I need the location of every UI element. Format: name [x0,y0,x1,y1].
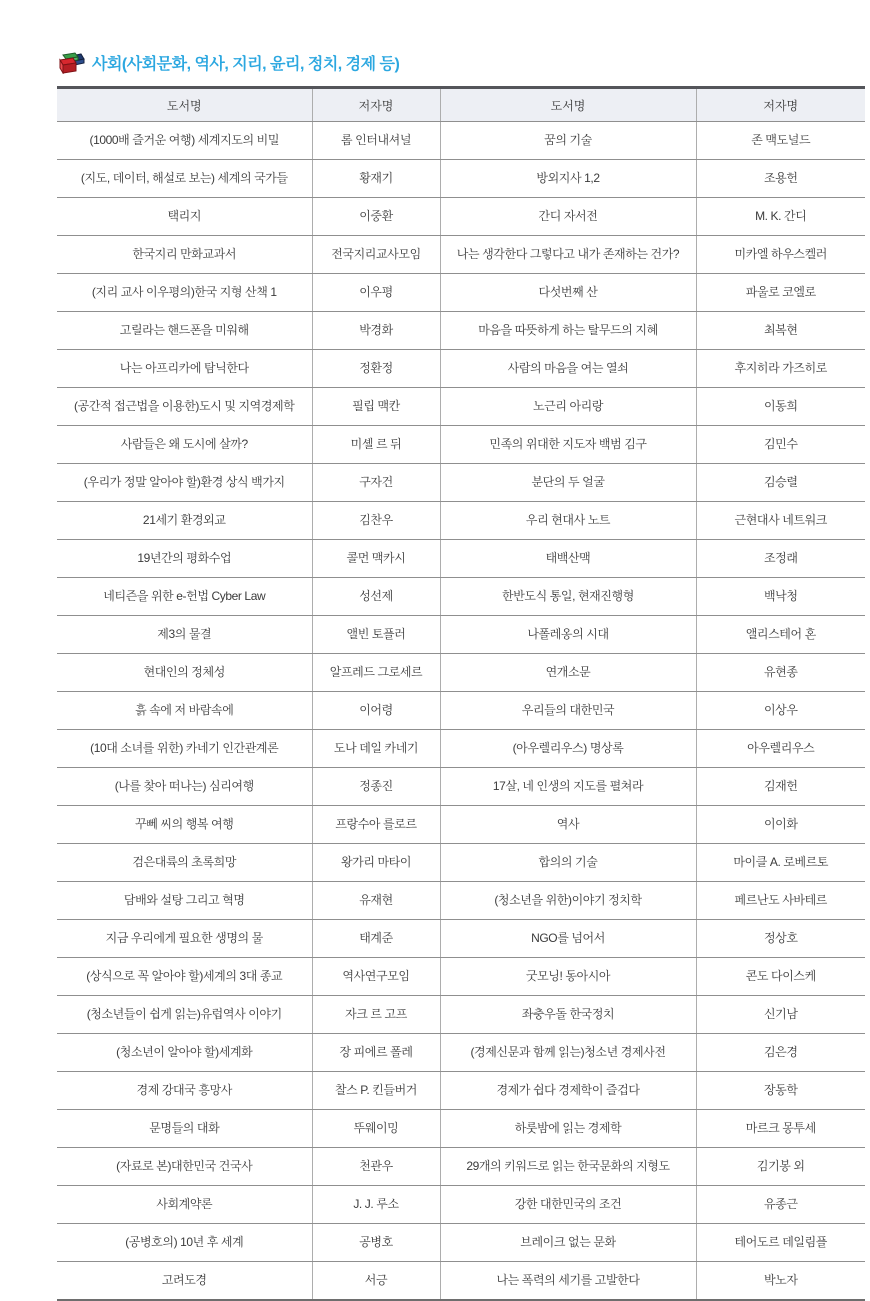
book-title-cell: 노근리 아리랑 [440,388,696,426]
table-row [57,312,865,350]
author-cell: 김기봉 외 [696,1148,865,1186]
book-title-cell: 사람들은 왜 도시에 살까? [57,426,312,464]
book-title-cell: 검은대륙의 초록희망 [57,844,312,882]
book-title-cell: 문명들의 대화 [57,1110,312,1148]
book-title-cell: (우리가 정말 알아야 할)환경 상식 백가지 [57,464,312,502]
author-cell: 백낙청 [696,578,865,616]
author-cell: 신기남 [696,996,865,1034]
author-cell: 콜먼 맥카시 [312,540,440,578]
book-title-cell: 마음을 따뜻하게 하는 탈무드의 지혜 [440,312,696,350]
author-cell: 이어령 [312,692,440,730]
book-title-cell: (공병호의) 10년 후 세계 [57,1224,312,1262]
table-row [57,1110,865,1148]
author-cell: 정종진 [312,768,440,806]
book-title-cell: 나폴레옹의 시대 [440,616,696,654]
book-title-cell: 지금 우리에게 필요한 생명의 물 [57,920,312,958]
author-cell: 파울로 코엘로 [696,274,865,312]
book-title-cell: 민족의 위대한 지도자 백범 김구 [440,426,696,464]
author-cell: 후지히라 가즈히로 [696,350,865,388]
author-cell: 최복현 [696,312,865,350]
book-title-cell: (지리 교사 이우평의)한국 지형 산책 1 [57,274,312,312]
table-header-row [57,88,865,122]
column-header-author-2: 저자명 [696,88,865,122]
table-row [57,540,865,578]
author-cell: 자크 르 고프 [312,996,440,1034]
author-cell: 정환정 [312,350,440,388]
author-cell: 황재기 [312,160,440,198]
book-title-cell: 사회계약론 [57,1186,312,1224]
author-cell: 찰스 P. 킨들버거 [312,1072,440,1110]
table-row [57,806,865,844]
author-cell: 서긍 [312,1262,440,1301]
author-cell: 존 맥도널드 [696,122,865,160]
book-title-cell: 방외지사 1,2 [440,160,696,198]
author-cell: 역사연구모임 [312,958,440,996]
author-cell: 유종근 [696,1186,865,1224]
book-title-cell: 한반도식 통일, 현재진행형 [440,578,696,616]
table-row [57,122,865,160]
book-title-cell: 경제가 쉽다 경제학이 즐겁다 [440,1072,696,1110]
book-title-cell: 나는 폭력의 세기를 고발한다 [440,1262,696,1301]
author-cell: 유현종 [696,654,865,692]
book-title-cell: 제3의 물결 [57,616,312,654]
book-title-cell: 19년간의 평화수업 [57,540,312,578]
book-title-cell: 사람의 마음을 여는 열쇠 [440,350,696,388]
table-row [57,996,865,1034]
author-cell: 조용헌 [696,160,865,198]
author-cell: J. J. 루소 [312,1186,440,1224]
book-title-cell: 꾸뻬 씨의 행복 여행 [57,806,312,844]
author-cell: 구자건 [312,464,440,502]
table-row [57,578,865,616]
book-title-cell: 29개의 키워드로 읽는 한국문화의 지형도 [440,1148,696,1186]
book-title-cell: 우리 현대사 노트 [440,502,696,540]
author-cell: 이동희 [696,388,865,426]
book-title-cell: (경제신문과 함께 읽는)청소년 경제사전 [440,1034,696,1072]
author-cell: 장 피에르 폴레 [312,1034,440,1072]
book-title-cell: 브레이크 없는 문화 [440,1224,696,1262]
author-cell: 김찬우 [312,502,440,540]
book-title-cell: 네티즌을 위한 e-헌법 Cyber Law [57,578,312,616]
table-row [57,958,865,996]
table-row [57,160,865,198]
table-row [57,1034,865,1072]
table-row [57,692,865,730]
book-table-body [57,122,865,1301]
book-title-cell: (나를 찾아 떠나는) 심리여행 [57,768,312,806]
author-cell: 프랑수아 를로르 [312,806,440,844]
table-row [57,236,865,274]
author-cell: 태계준 [312,920,440,958]
author-cell: 필립 맥칸 [312,388,440,426]
table-row [57,388,865,426]
book-title-cell: 굿모닝! 동아시아 [440,958,696,996]
author-cell: 미카엘 하우스켈러 [696,236,865,274]
table-row [57,1224,865,1262]
table-row [57,768,865,806]
table-row [57,198,865,236]
book-title-cell: 고릴라는 핸드폰을 미워해 [57,312,312,350]
author-cell: 김민수 [696,426,865,464]
author-cell: 페르난도 사바테르 [696,882,865,920]
author-cell: 유재현 [312,882,440,920]
author-cell: 이상우 [696,692,865,730]
table-row [57,654,865,692]
author-cell: 콘도 다이스케 [696,958,865,996]
book-title-cell: (청소년을 위한)이야기 정치학 [440,882,696,920]
book-title-cell: (상식으로 꼭 알아야 할)세계의 3대 종교 [57,958,312,996]
author-cell: 뚜웨이밍 [312,1110,440,1148]
book-title-cell: 연개소문 [440,654,696,692]
book-title-cell: 담배와 설탕 그리고 혁명 [57,882,312,920]
table-row [57,882,865,920]
author-cell: 조정래 [696,540,865,578]
table-row [57,274,865,312]
author-cell: 도나 데일 카네기 [312,730,440,768]
author-cell: 근현대사 네트워크 [696,502,865,540]
book-title-cell: 나는 아프리카에 탐닉한다 [57,350,312,388]
book-title-cell: (청소년들이 쉽게 읽는)유럽역사 이야기 [57,996,312,1034]
author-cell: 아우렐리우스 [696,730,865,768]
book-title-cell: 간디 자서전 [440,198,696,236]
book-title-cell: 꿈의 기술 [440,122,696,160]
author-cell: 이이화 [696,806,865,844]
book-title-cell: 고려도경 [57,1262,312,1301]
author-cell: 김승렬 [696,464,865,502]
book-title-cell: 우리들의 대한민국 [440,692,696,730]
author-cell: M. K. 간디 [696,198,865,236]
book-title-cell: (청소년이 알아야 할)세계화 [57,1034,312,1072]
author-cell: 테어도르 데일림플 [696,1224,865,1262]
book-title-cell: 택리지 [57,198,312,236]
book-title-cell: (10대 소녀를 위한) 카네기 인간관계론 [57,730,312,768]
author-cell: 전국지리교사모임 [312,236,440,274]
author-cell: 박경화 [312,312,440,350]
table-row [57,920,865,958]
book-title-cell: (1000배 즐거운 여행) 세계지도의 비밀 [57,122,312,160]
book-title-cell: (지도, 데이터, 해설로 보는) 세계의 국가들 [57,160,312,198]
author-cell: 왕가리 마타이 [312,844,440,882]
author-cell: 김재헌 [696,768,865,806]
author-cell: 마르크 몽투세 [696,1110,865,1148]
table-row [57,1262,865,1301]
book-title-cell: 나는 생각한다 그렇다고 내가 존재하는 건가? [440,236,696,274]
book-title-cell: (공간적 접근법을 이용한)도시 및 지역경제학 [57,388,312,426]
book-title-cell: 좌충우돌 한국정치 [440,996,696,1034]
book-title-cell: 흙 속에 저 바람속에 [57,692,312,730]
table-row [57,426,865,464]
book-title-cell: 한국지리 만화교과서 [57,236,312,274]
table-row [57,464,865,502]
column-header-book-title-2: 도서명 [440,88,696,122]
author-cell: 앨빈 토플러 [312,616,440,654]
column-header-book-title-1: 도서명 [57,88,312,122]
author-cell: 장동학 [696,1072,865,1110]
book-title-cell: (자료로 본)대한민국 건국사 [57,1148,312,1186]
table-row [57,1186,865,1224]
author-cell: 김은경 [696,1034,865,1072]
page-title: 사회(사회문화, 역사, 지리, 윤리, 정치, 경제 등) [92,55,400,73]
table-row [57,350,865,388]
book-title-cell: 강한 대한민국의 조건 [440,1186,696,1224]
author-cell: 알프레드 그로세르 [312,654,440,692]
author-cell: 공병호 [312,1224,440,1262]
book-title-cell: 태백산맥 [440,540,696,578]
book-title-cell: 17살, 네 인생의 지도를 펼쳐라 [440,768,696,806]
book-title-cell: 경제 강대국 흥망사 [57,1072,312,1110]
book-title-cell: 역사 [440,806,696,844]
author-cell: 마이클 A. 로베르토 [696,844,865,882]
table-row [57,616,865,654]
books-stack-icon [57,50,85,74]
book-title-cell: 현대인의 정체성 [57,654,312,692]
table-row [57,1148,865,1186]
book-title-cell: 분단의 두 얼굴 [440,464,696,502]
author-cell: 박노자 [696,1262,865,1301]
author-cell: 앨리스테어 혼 [696,616,865,654]
book-title-cell: 합의의 기술 [440,844,696,882]
author-cell: 이중환 [312,198,440,236]
table-row [57,844,865,882]
table-row [57,730,865,768]
table-row [57,1072,865,1110]
book-title-cell: 하룻밤에 읽는 경제학 [440,1110,696,1148]
table-row [57,502,865,540]
book-title-cell: NGO를 넘어서 [440,920,696,958]
book-list-table [57,86,865,1301]
author-cell: 미셸 르 뒤 [312,426,440,464]
book-title-cell: (아우렐리우스) 명상록 [440,730,696,768]
column-header-author-1: 저자명 [312,88,440,122]
author-cell: 이우평 [312,274,440,312]
section-header [57,50,865,74]
author-cell: 롬 인터내셔널 [312,122,440,160]
author-cell: 천관우 [312,1148,440,1186]
book-title-cell: 21세기 환경외교 [57,502,312,540]
book-title-cell: 다섯번째 산 [440,274,696,312]
author-cell: 정상호 [696,920,865,958]
author-cell: 성선제 [312,578,440,616]
